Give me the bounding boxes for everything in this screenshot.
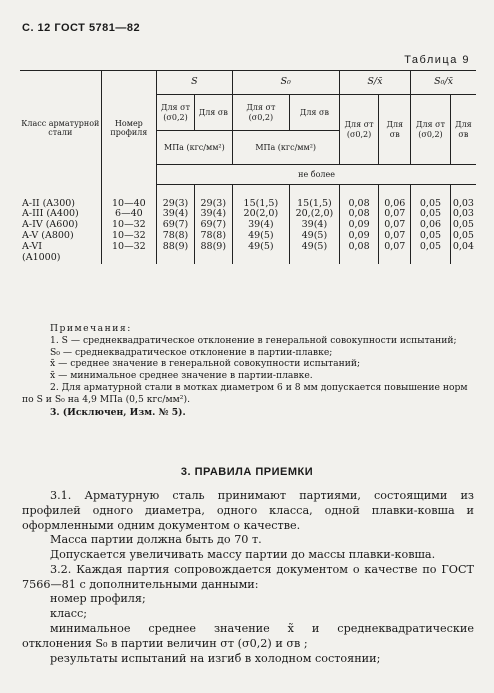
list-item: минимальное среднее значение x̃ и среднеквадратические отклонения S₀ в партии величин σт (σ0,2) и σв ; xyxy=(22,622,474,650)
list-item: результаты испытаний на изгиб в холодном состоянии; xyxy=(50,651,381,665)
list-item: номер профиля; xyxy=(50,592,146,606)
paragraph-3-1: 3.1. Арматурную сталь принимают партиями, состоящими из профилей одного диаметра, одного класса, одной плавки-ковша и оформленными одним документом о качестве. xyxy=(22,489,474,532)
subhead-st-s: Для σт (σ0,2) xyxy=(157,95,195,131)
ne-bolee-label: не более xyxy=(157,165,476,185)
col-class-header: Класс арматурной стали xyxy=(20,71,101,185)
note-2: 2. Для арматурной стали в мотках диаметром 6 и 8 мм допускается повышение норм по S и S₀ на 4,9 МПа (0,5 кгс/мм²). xyxy=(22,381,468,405)
col-profile-header: Номер профиля xyxy=(101,71,157,185)
note-1: 1. S — среднеквадратическое отклонение в генеральной совокупности испытаний; xyxy=(50,334,457,346)
page-header: С. 12 ГОСТ 5781—82 xyxy=(22,22,141,34)
note-1d: x̄ — минимальное среднее значение в партии-плавке. xyxy=(50,370,313,382)
group-s0-x: S₀/x̄ xyxy=(411,71,476,95)
paragraph-3-2: 3.2. Каждая партия сопровождается документом о качестве по ГОСТ 7566—81 с дополнительными данными: xyxy=(22,562,474,591)
subhead-sv-s0: Для σв xyxy=(290,95,340,131)
group-s: S xyxy=(157,71,233,95)
list-item: класс; xyxy=(50,607,88,621)
table-row: A-VI 10—32 88(9) 88(9) 49(5) 49(5) 0,08 0,07 0,05 0,04 xyxy=(20,242,476,253)
body-text xyxy=(22,489,474,666)
notes-block xyxy=(22,323,474,419)
paragraph-mass: Масса партии должна быть до 70 т. xyxy=(50,533,262,547)
subhead-sv-s0x: Для σв xyxy=(450,95,476,165)
paragraph-allowed: Допускается увеличивать массу партии до массы плавки-ковша. xyxy=(50,548,436,562)
subhead-sv-s: Для σв xyxy=(194,95,232,131)
note-3: 3. (Исключен, Изм. № 5). xyxy=(50,407,186,419)
table-9 xyxy=(20,70,476,264)
table-row: A-II (A300) 10—40 29(3) 29(3) 15(1,5) 15(1,5) 0,08 0,06 0,05 0,03 xyxy=(20,199,476,210)
table-row: (A1000) xyxy=(20,253,476,264)
note-1c: x̄ — среднее значение в генеральной совокупности испытаний; xyxy=(50,358,361,370)
table-row: A-V (A800) 10—32 78(8) 78(8) 49(5) 49(5) 0,09 0,07 0,05 0,05 xyxy=(20,231,476,242)
notes-title: Примечания: xyxy=(50,323,132,334)
unit-s: МПа (кгс/мм²) xyxy=(157,131,233,165)
subhead-st-s0: Для σт (σ0,2) xyxy=(232,95,289,131)
subhead-st-s0x: Для σт (σ0,2) xyxy=(411,95,451,165)
table-row: A-III (A400) 6—40 39(4) 39(4) 20(2,0) 20,(2,0) 0,08 0,07 0,05 0,03 xyxy=(20,209,476,220)
group-s-x: S/x̄ xyxy=(339,71,410,95)
table-row: A-IV (A600) 10—32 69(7) 69(7) 39(4) 39(4) 0,09 0,07 0,06 0,05 xyxy=(20,220,476,231)
group-s0: S₀ xyxy=(232,71,339,95)
subhead-st-sx: Для σт (σ0,2) xyxy=(339,95,379,165)
unit-s0: МПа (кгс/мм²) xyxy=(232,131,339,165)
table-title: Таблица 9 xyxy=(404,54,470,66)
note-1b: S₀ — среднеквадратическое отклонение в партии-плавке; xyxy=(50,346,333,358)
section-title: 3. ПРАВИЛА ПРИЕМКИ xyxy=(180,466,314,478)
subhead-sv-sx: Для σв xyxy=(379,95,411,165)
